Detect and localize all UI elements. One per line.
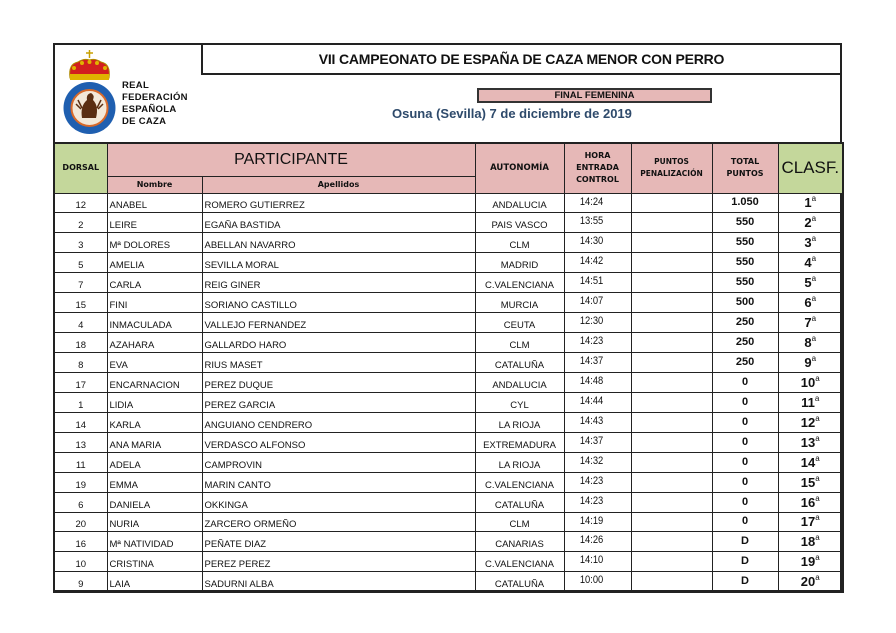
ordinal-suffix: a [811,254,817,264]
hora-cell: 14:37 [569,353,626,373]
table-row [54,552,843,572]
hora-cell: 12:30 [569,313,626,333]
col-header-puntos-penalizacion: PUNTOS PENALIZACIÓN [631,143,712,193]
total-puntos-cell: 250 [712,313,778,333]
clasf-position: 10 [800,374,816,390]
total-puntos-cell: 0 [712,472,778,492]
table-row [54,353,843,373]
clasf-cell [778,552,843,572]
dorsal-cell: 17 [54,372,107,392]
nombre-cell: FINI [107,293,202,313]
hora-cell: 14:07 [569,293,626,313]
clasf-cell [778,492,843,512]
col-header-participante: PARTICIPANTE [107,143,475,176]
nombre-cell: KARLA [107,412,202,432]
clasf-position: 6 [804,295,812,311]
hora-cell: 14:23 [569,333,626,353]
penalizacion-cell [631,333,712,353]
table-row [54,193,843,213]
dorsal-cell: 20 [54,512,107,532]
clasf-cell [778,193,843,213]
total-puntos-cell: 0 [712,392,778,412]
final-label: FINAL FEMENINA [477,88,712,103]
nombre-cell: CRISTINA [107,552,202,572]
nombre-cell: ADELA [107,452,202,472]
dorsal-cell: 19 [54,472,107,492]
table-row [54,472,843,492]
nombre-cell: LEIRE [107,213,202,233]
apellidos-cell: OKKINGA [202,492,475,512]
col-header-clasf: CLASF. [778,143,843,193]
clasf-cell [778,233,843,253]
autonomia-cell: CANARIAS [475,532,564,552]
table-row [54,572,843,592]
apellidos-cell: ABELLAN NAVARRO [202,233,475,253]
apellidos-cell: SEVILLA MORAL [202,253,475,273]
ordinal-suffix: a [811,234,817,244]
org-line: REAL [122,80,150,91]
hora-cell: 14:26 [569,532,626,552]
total-puntos-cell: D [712,532,778,552]
clasf-position: 3 [804,235,812,251]
col-header-autonomia: AUTONOMÍA [475,143,564,193]
penalizacion-cell [631,233,712,253]
autonomia-cell: EXTREMADURA [475,432,564,452]
clasf-position: 9 [804,354,812,370]
hora-cell: 14:19 [569,512,626,532]
dorsal-cell: 4 [54,313,107,333]
hora-cell: 14:30 [569,233,626,253]
table-row [54,432,843,452]
clasf-position: 18 [800,534,816,550]
penalizacion-cell [631,492,712,512]
clasf-cell [778,253,843,273]
apellidos-cell: ZARCERO ORMEÑO [202,512,475,532]
dorsal-cell: 8 [54,353,107,373]
autonomia-cell: CATALUÑA [475,572,564,592]
table-row [54,392,843,412]
clasf-cell [778,412,843,432]
org-line: DE CAZA [122,116,167,127]
penalizacion-cell [631,572,712,592]
apellidos-cell: PEREZ DUQUE [202,372,475,392]
hora-cell: 14:48 [569,372,626,392]
ordinal-suffix: a [814,393,820,403]
autonomia-cell: C.VALENCIANA [475,273,564,293]
clasf-position: 7 [804,315,812,331]
total-puntos-cell: 0 [712,432,778,452]
nombre-cell: NURIA [107,512,202,532]
ordinal-suffix: a [815,413,820,423]
dorsal-cell: 18 [54,333,107,353]
hora-cell: 10:00 [569,572,626,592]
total-puntos-cell: D [712,572,778,592]
hora-cell: 14:10 [569,552,626,572]
dorsal-cell: 10 [54,552,107,572]
table-row [54,293,843,313]
nombre-cell: INMACULADA [107,313,202,333]
autonomia-cell: ANDALUCIA [475,372,564,392]
clasf-position: 2 [804,215,812,231]
clasf-position: 13 [800,434,816,450]
nombre-cell: ANABEL [107,193,202,213]
apellidos-cell: PEÑATE DIAZ [202,532,475,552]
clasf-cell [778,432,843,452]
apellidos-cell: GALLARDO HARO [202,333,475,353]
dorsal-cell: 11 [54,452,107,472]
dorsal-cell: 9 [54,572,107,592]
total-puntos-cell: 250 [712,333,778,353]
total-puntos-cell: 1.050 [712,193,778,213]
hora-cell: 14:44 [569,392,626,412]
ordinal-suffix: a [815,573,820,583]
apellidos-cell: ANGUIANO CENDRERO [202,412,475,432]
clasf-cell [778,313,843,333]
nombre-cell: AMELIA [107,253,202,273]
clasf-position: 16 [800,494,816,510]
col-header-dorsal: DORSAL [54,143,107,193]
hora-cell: 13:55 [569,213,626,233]
table-row [54,372,843,392]
hora-cell: 14:37 [569,432,626,452]
penalizacion-cell [631,392,712,412]
clasf-cell [778,213,843,233]
results-table [53,142,844,593]
dorsal-cell: 3 [54,233,107,253]
total-puntos-cell: 550 [712,273,778,293]
apellidos-cell: EGAÑA BASTIDA [202,213,475,233]
apellidos-cell: ROMERO GUTIERREZ [202,193,475,213]
penalizacion-cell [631,532,712,552]
clasf-position: 8 [804,335,812,351]
table-row [54,452,843,472]
ordinal-suffix: a [811,353,817,363]
nombre-cell: Mª NATIVIDAD [107,532,202,552]
nombre-cell: Mª DOLORES [107,233,202,253]
total-puntos-cell: 0 [712,492,778,512]
ordinal-suffix: a [811,314,817,324]
table-row [54,233,843,253]
total-puntos-cell: 500 [712,293,778,313]
nombre-cell: DANIELA [107,492,202,512]
ordinal-suffix: a [811,214,817,224]
table-row [54,333,843,353]
clasf-position: 15 [800,474,816,490]
federation-crest-icon [62,48,117,136]
total-puntos-cell: 550 [712,233,778,253]
ordinal-suffix: a [815,373,820,383]
penalizacion-cell [631,273,712,293]
nombre-cell: CARLA [107,273,202,293]
org-name [122,80,188,128]
clasf-cell [778,353,843,373]
penalizacion-cell [631,353,712,373]
ordinal-suffix: a [815,473,820,483]
org-line: FEDERACIÓN [122,92,188,103]
total-puntos-cell: 0 [712,452,778,472]
autonomia-cell: PAIS VASCO [475,213,564,233]
autonomia-cell: CATALUÑA [475,353,564,373]
autonomia-cell: CLM [475,512,564,532]
penalizacion-cell [631,193,712,213]
autonomia-cell: CATALUÑA [475,492,564,512]
total-puntos-cell: D [712,552,778,572]
ordinal-suffix: a [815,453,820,463]
apellidos-cell: RIUS MASET [202,353,475,373]
nombre-cell: EMMA [107,472,202,492]
penalizacion-cell [631,293,712,313]
total-puntos-cell: 250 [712,353,778,373]
hora-cell: 14:42 [569,253,626,273]
dorsal-cell: 13 [54,432,107,452]
ordinal-suffix: a [815,493,820,503]
dorsal-cell: 5 [54,253,107,273]
table-row [54,313,843,333]
hora-cell: 14:51 [569,273,626,293]
clasf-cell [778,293,843,313]
clasf-cell [778,472,843,492]
ordinal-suffix: a [815,433,820,443]
penalizacion-cell [631,552,712,572]
clasf-position: 14 [800,454,816,470]
apellidos-cell: CAMPROVIN [202,452,475,472]
col-header-nombre: Nombre [107,176,202,193]
clasf-position: 5 [804,275,812,291]
apellidos-cell: SORIANO CASTILLO [202,293,475,313]
event-subtitle: Osuna (Sevilla) 7 de diciembre de 2019 [392,106,632,121]
autonomia-cell: CLM [475,333,564,353]
penalizacion-cell [631,472,712,492]
clasf-position: 12 [800,414,816,430]
table-row [54,532,843,552]
autonomia-cell: C.VALENCIANA [475,472,564,492]
penalizacion-cell [631,213,712,233]
clasf-cell [778,392,843,412]
table-row [54,512,843,532]
apellidos-cell: VALLEJO FERNANDEZ [202,313,475,333]
autonomia-cell: CLM [475,233,564,253]
nombre-cell: ENCARNACION [107,372,202,392]
total-puntos-cell: 0 [712,412,778,432]
dorsal-cell: 15 [54,293,107,313]
dorsal-cell: 2 [54,213,107,233]
ordinal-suffix: a [815,513,820,523]
table-row [54,273,843,293]
penalizacion-cell [631,452,712,472]
clasf-position: 20 [800,574,816,590]
penalizacion-cell [631,313,712,333]
table-row [54,253,843,273]
penalizacion-cell [631,512,712,532]
apellidos-cell: PEREZ PEREZ [202,552,475,572]
nombre-cell: LIDIA [107,392,202,412]
total-puntos-cell: 550 [712,253,778,273]
ordinal-suffix: a [815,533,820,543]
penalizacion-cell [631,412,712,432]
clasf-cell [778,512,843,532]
ordinal-suffix: a [815,553,820,563]
clasf-position: 1 [804,195,812,211]
hora-cell: 14:43 [569,412,626,432]
ordinal-suffix: a [811,334,817,344]
table-row [54,213,843,233]
dorsal-cell: 12 [54,193,107,213]
penalizacion-cell [631,432,712,452]
hora-cell: 14:23 [569,472,626,492]
nombre-cell: LAIA [107,572,202,592]
hora-cell: 14:24 [569,193,626,213]
clasf-cell [778,372,843,392]
apellidos-cell: SADURNI ALBA [202,572,475,592]
dorsal-cell: 6 [54,492,107,512]
apellidos-cell: PEREZ GARCIA [202,392,475,412]
autonomia-cell: LA RIOJA [475,452,564,472]
org-line: ESPAÑOLA [122,104,177,115]
col-header-apellidos: Apellidos [202,176,475,193]
nombre-cell: EVA [107,353,202,373]
autonomia-cell: CYL [475,392,564,412]
col-header-hora: HORA ENTRADA CONTROL [564,143,631,193]
championship-title: VII CAMPEONATO DE ESPAÑA DE CAZA MENOR CON PERRO [201,43,842,75]
dorsal-cell: 16 [54,532,107,552]
autonomia-cell: C.VALENCIANA [475,552,564,572]
penalizacion-cell [631,372,712,392]
ordinal-suffix: a [811,294,817,304]
clasf-cell [778,333,843,353]
dorsal-cell: 1 [54,392,107,412]
apellidos-cell: REIG GINER [202,273,475,293]
total-puntos-cell: 550 [712,213,778,233]
hora-cell: 14:32 [569,452,626,472]
ordinal-suffix: a [811,274,817,284]
clasf-cell [778,532,843,552]
ordinal-suffix: a [811,194,817,204]
clasf-position: 17 [800,514,816,530]
autonomia-cell: ANDALUCIA [475,193,564,213]
clasf-cell [778,452,843,472]
apellidos-cell: VERDASCO ALFONSO [202,432,475,452]
penalizacion-cell [631,253,712,273]
dorsal-cell: 14 [54,412,107,432]
total-puntos-cell: 0 [712,372,778,392]
autonomia-cell: CEUTA [475,313,564,333]
hora-cell: 14:23 [569,492,626,512]
clasf-cell [778,273,843,293]
col-header-total-puntos: TOTAL PUNTOS [712,143,778,193]
nombre-cell: AZAHARA [107,333,202,353]
apellidos-cell: MARIN CANTO [202,472,475,492]
dorsal-cell: 7 [54,273,107,293]
total-puntos-cell: 0 [712,512,778,532]
autonomia-cell: MADRID [475,253,564,273]
autonomia-cell: MURCIA [475,293,564,313]
clasf-position: 4 [804,255,812,271]
clasf-cell [778,572,843,592]
clasf-position: 19 [800,554,816,570]
table-row [54,412,843,432]
table-row [54,492,843,512]
nombre-cell: ANA MARIA [107,432,202,452]
autonomia-cell: LA RIOJA [475,412,564,432]
clasf-position: 11 [801,394,815,410]
